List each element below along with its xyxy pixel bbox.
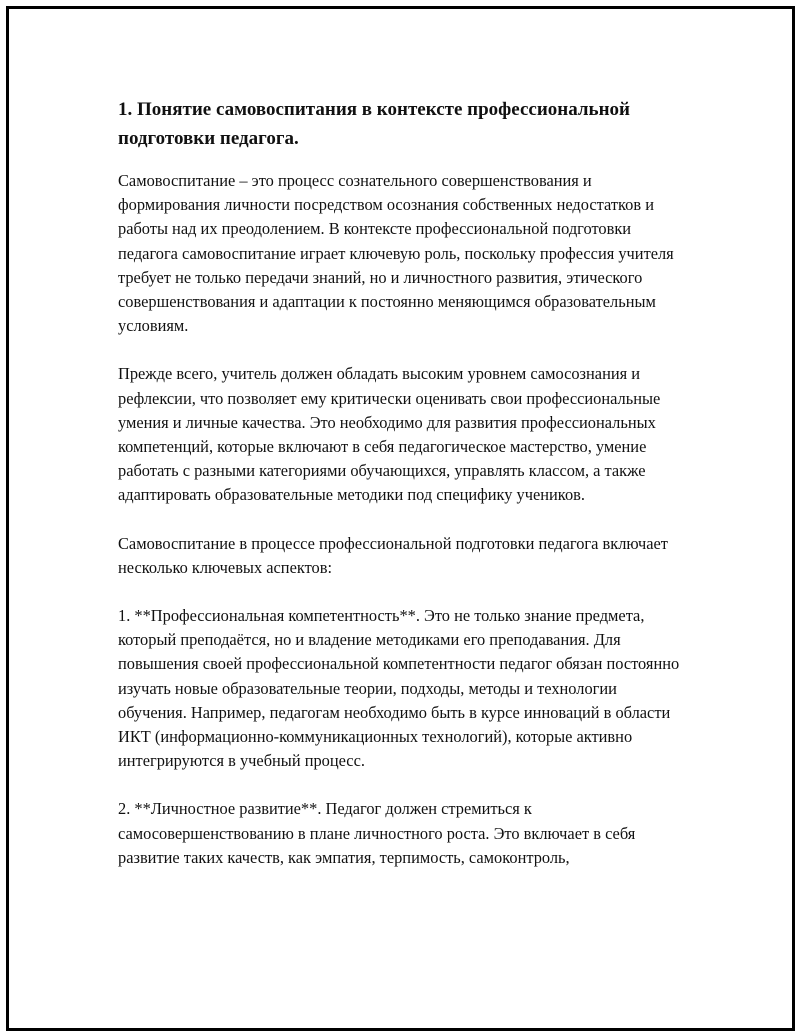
paragraph-self-awareness: Прежде всего, учитель должен обладать высоким уровнем самосознания и рефлексии, что позволяет ему критически оценивать свои профессиональные умения и личные качества. Это необходимо для развития профессиональных компетенций, которые включают в себя педагогическое мастерство, умение работать с разными категориями обучающихся, управлять классом, а также адаптировать образовательные методики под специфику учеников. xyxy=(118,364,661,505)
page-frame xyxy=(6,6,795,1031)
paragraph-professional-competence: 1. **Профессиональная компетентность**. Это не только знание предмета, который преподаётся, но и владение методиками его преподавания. Для повышения своей профессиональной компетентности педагог обязан постоянно изучать новые образовательные теории, подходы, методы и технологии обучения. Например, педагогам необходимо быть в курсе инноваций в области ИКТ (информационно-коммуникационных технологий), которые активно интегрируются в учебный процесс. xyxy=(118,606,680,771)
paragraph-definition: Самовоспитание – это процесс сознательного совершенствования и формирования личности посредством осознания собственных недостатков и работы над их преодолением. В контексте профессиональной подготовки педагога самовоспитание играет ключевую роль, поскольку профессия учителя требует не только передачи знаний, но и личностного развития, этического совершенствования и адаптации к постоянно меняющимся образовательным условиям. xyxy=(118,171,674,336)
section-heading: 1. Понятие самовоспитания в контексте профессиональной подготовки педагога. xyxy=(118,99,630,149)
paragraph-aspects-intro: Самовоспитание в процессе профессиональной подготовки педагога включает несколько ключевых аспектов: xyxy=(118,533,668,577)
paragraph-personal-development: 2. **Личностное развитие**. Педагог должен стремиться к самосовершенствованию в плане личностного роста. Это включает в себя развитие таких качеств, как эмпатия, терпимость, самоконтроль, xyxy=(118,799,636,867)
document-body xyxy=(118,95,688,894)
